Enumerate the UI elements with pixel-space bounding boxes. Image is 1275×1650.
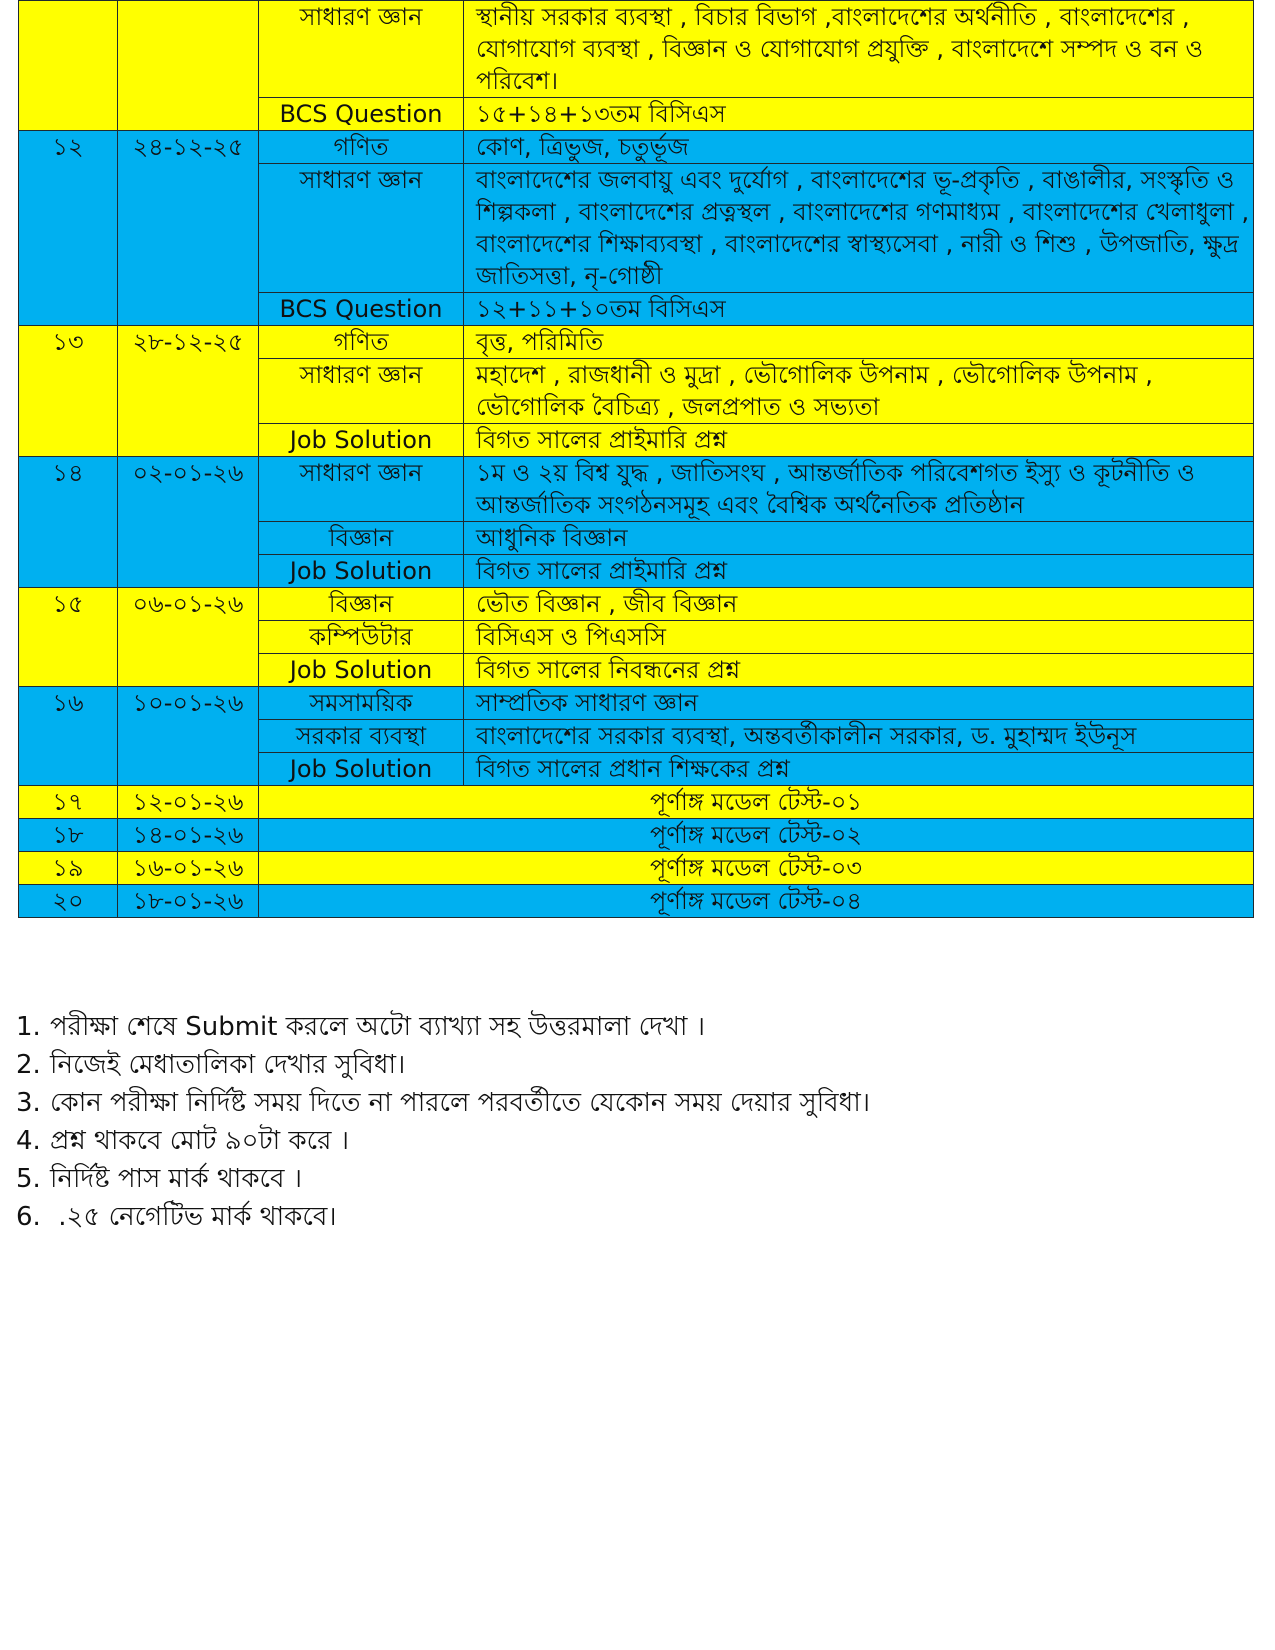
feature-number: 4. (16, 1126, 41, 1156)
serial-cell: ১২ (19, 131, 118, 326)
feature-text: পরীক্ষা শেষে Submit করলে অটো ব্যাখ্যা সহ উত্তরমালা দেখা । (50, 1012, 706, 1042)
model-test-title: পূর্ণাঙ্গ মডেল টেস্ট-০১ (259, 786, 1254, 819)
serial-cell: ১৯ (19, 852, 118, 885)
schedule-row (19, 588, 1254, 621)
topic-cell: স্থানীয় সরকার ব্যবস্থা , বিচার বিভাগ ,বাংলাদেশের অর্থনীতি , বাংলাদেশের , যোগাযোগ ব্যবস্থা , বিজ্ঞান ও যোগাযোগ প্রযুক্তি , বাংলাদেশে সম্পদ ও বন ও পরিবেশ। (464, 1, 1254, 98)
topic-cell: ১৫+১৪+১৩তম বিসিএস (464, 98, 1254, 131)
topic-cell: ভৌত বিজ্ঞান , জীব বিজ্ঞান (464, 588, 1254, 621)
model-test-row (19, 885, 1254, 918)
subject-cell: BCS Question (259, 98, 464, 131)
topic-cell: আধুনিক বিজ্ঞান (464, 522, 1254, 555)
feature-text: প্রশ্ন থাকবে মোট ৯০টা করে । (50, 1126, 349, 1156)
topic-cell: বাংলাদেশের জলবায়ু এবং দুর্যোগ , বাংলাদেশের ভূ-প্রকৃতি , বাঙালীর, সংস্কৃতি ও শিল্পকলা , বাংলাদেশের প্রত্নস্থল , বাংলাদেশের গণমাধ্যম , বাংলাদেশের খেলাধুলা , বাংলাদেশের শিক্ষাব্যবস্থা , বাংলাদেশের স্বাস্থ্যসেবা , নারী ও শিশু , উপজাতি, ক্ষুদ্র জাতিসত্তা, নৃ-গোষ্ঠী (464, 164, 1254, 293)
subject-cell: গণিত (259, 131, 464, 164)
topic-cell: বিগত সালের প্রাইমারি প্রশ্ন (464, 424, 1254, 457)
model-test-row (19, 852, 1254, 885)
subject-cell: বিজ্ঞান (259, 522, 464, 555)
topic-cell: বিগত সালের প্রাইমারি প্রশ্ন (464, 555, 1254, 588)
subject-cell: BCS Question (259, 293, 464, 326)
subject-cell: গণিত (259, 326, 464, 359)
feature-text: .২৫ নেগেটিভ মার্ক থাকবে। (50, 1202, 337, 1232)
feature-number: 3. (16, 1088, 41, 1118)
topic-cell: বিগত সালের প্রধান শিক্ষকের প্রশ্ন (464, 753, 1254, 786)
date-cell: ০৬-০১-২৬ (118, 588, 259, 687)
topic-cell: মহাদেশ , রাজধানী ও মুদ্রা , ভৌগোলিক উপনাম , ভৌগোলিক উপনাম , ভৌগোলিক বৈচিত্র্য , জলপ্রপাত ও সভ্যতা (464, 359, 1254, 424)
feature-text: নির্দিষ্ট পাস মার্ক থাকবে । (50, 1164, 303, 1194)
feature-item (16, 1084, 870, 1122)
model-test-title: পূর্ণাঙ্গ মডেল টেস্ট-০৪ (259, 885, 1254, 918)
date-cell: ১২-০১-২৬ (118, 786, 259, 819)
model-test-title: পূর্ণাঙ্গ মডেল টেস্ট-০২ (259, 819, 1254, 852)
subject-cell: Job Solution (259, 753, 464, 786)
subject-cell: সাধারণ জ্ঞান (259, 1, 464, 98)
model-test-row (19, 786, 1254, 819)
subject-cell: সরকার ব্যবস্থা (259, 720, 464, 753)
serial-cell: ১৪ (19, 457, 118, 588)
subject-cell: সাধারণ জ্ঞান (259, 359, 464, 424)
schedule-row (19, 457, 1254, 522)
feature-text: নিজেই মেধাতালিকা দেখার সুবিধা। (50, 1050, 406, 1080)
feature-text: কোন পরীক্ষা নির্দিষ্ট সময় দিতে না পারলে পরবর্তীতে যেকোন সময় দেয়ার সুবিধা। (50, 1088, 871, 1118)
schedule-row (19, 1, 1254, 98)
feature-item (16, 1008, 870, 1046)
topic-cell: বিগত সালের নিবন্ধনের প্রশ্ন (464, 654, 1254, 687)
subject-cell: সাধারণ জ্ঞান (259, 164, 464, 293)
features-list (16, 1008, 870, 1236)
topic-cell: সাম্প্রতিক সাধারণ জ্ঞান (464, 687, 1254, 720)
serial-cell: ১৮ (19, 819, 118, 852)
model-test-row (19, 819, 1254, 852)
feature-number: 2. (16, 1050, 41, 1080)
date-cell (118, 1, 259, 131)
schedule-row (19, 326, 1254, 359)
serial-cell: ১৭ (19, 786, 118, 819)
serial-cell: ২০ (19, 885, 118, 918)
subject-cell: Job Solution (259, 555, 464, 588)
subject-cell: Job Solution (259, 654, 464, 687)
subject-cell: সমসাময়িক (259, 687, 464, 720)
subject-cell: Job Solution (259, 424, 464, 457)
subject-cell: বিজ্ঞান (259, 588, 464, 621)
date-cell: ২৪-১২-২৫ (118, 131, 259, 326)
topic-cell: বিসিএস ও পিএসসি (464, 621, 1254, 654)
topic-cell: ১ম ও ২য় বিশ্ব যুদ্ধ , জাতিসংঘ , আন্তর্জাতিক পরিবেশগত ইস্যু ও কূটনীতি ও আন্তর্জাতিক সংগঠনসমূহ এবং বৈশ্বিক অর্থনৈতিক প্রতিষ্ঠান (464, 457, 1254, 522)
feature-item (16, 1198, 870, 1236)
serial-cell (19, 1, 118, 131)
subject-cell: সাধারণ জ্ঞান (259, 457, 464, 522)
date-cell: ০২-০১-২৬ (118, 457, 259, 588)
date-cell: ১৪-০১-২৬ (118, 819, 259, 852)
schedule-row (19, 687, 1254, 720)
feature-number: 5. (16, 1164, 41, 1194)
topic-cell: বৃত্ত, পরিমিতি (464, 326, 1254, 359)
serial-cell: ১৩ (19, 326, 118, 457)
feature-number: 1. (16, 1012, 41, 1042)
feature-item (16, 1122, 870, 1160)
schedule-row (19, 131, 1254, 164)
topic-cell: কোণ, ত্রিভুজ, চতুর্ভূজ (464, 131, 1254, 164)
date-cell: ১৮-০১-২৬ (118, 885, 259, 918)
serial-cell: ১৫ (19, 588, 118, 687)
date-cell: ১০-০১-২৬ (118, 687, 259, 786)
model-test-title: পূর্ণাঙ্গ মডেল টেস্ট-০৩ (259, 852, 1254, 885)
date-cell: ১৬-০১-২৬ (118, 852, 259, 885)
feature-item (16, 1160, 870, 1198)
exam-schedule-table (18, 0, 1254, 918)
feature-item (16, 1046, 870, 1084)
topic-cell: ১২+১১+১০তম বিসিএস (464, 293, 1254, 326)
topic-cell: বাংলাদেশের সরকার ব্যবস্থা, অন্তবর্তীকালীন সরকার, ড. মুহাম্মদ ইউনূস (464, 720, 1254, 753)
schedule-body (19, 1, 1254, 918)
serial-cell: ১৬ (19, 687, 118, 786)
subject-cell: কম্পিউটার (259, 621, 464, 654)
feature-number: 6. (16, 1202, 41, 1232)
date-cell: ২৮-১২-২৫ (118, 326, 259, 457)
